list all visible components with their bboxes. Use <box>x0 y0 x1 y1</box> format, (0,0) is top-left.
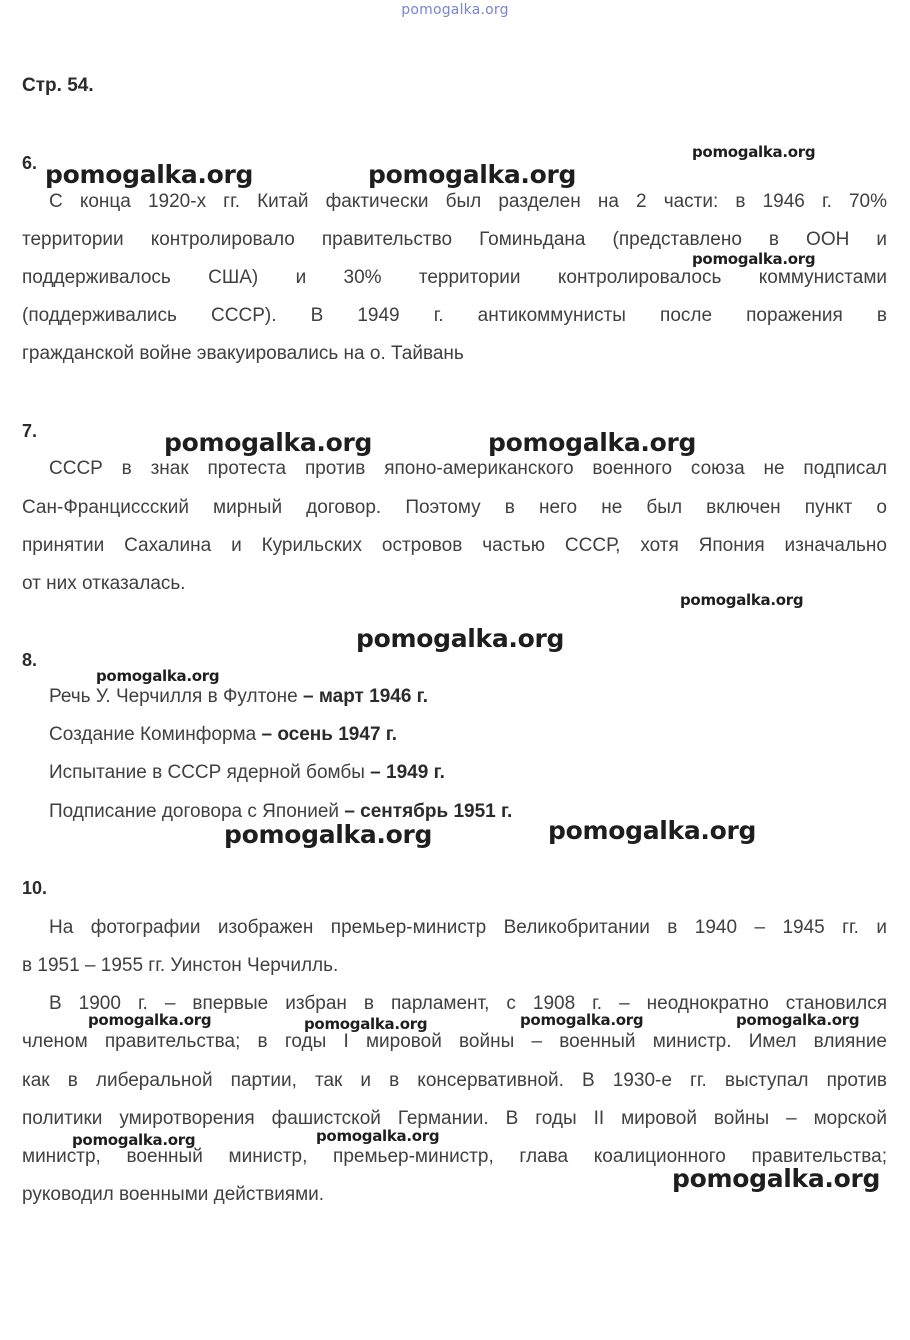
event-date: 1949 г. <box>386 762 445 783</box>
watermark: pomogalka.org <box>316 1127 440 1145</box>
section-10-line-7: министр, военный министр, премьер-министр, глава коалиционного правительства; <box>22 1146 887 1167</box>
event-text: Создание Коминформа <box>49 724 257 745</box>
section-10-line-1: На фотографии изображен премьер-министр Великобритании в 1940 – 1945 гг. и <box>49 917 887 938</box>
section-7-line-1: СССР в знак протеста против японо-американского военного союза не подписал <box>49 458 887 479</box>
section-7-line-4: от них отказалась. <box>22 573 186 594</box>
event-text: Подписание договора с Японией <box>49 801 340 822</box>
watermark: pomogalka.org <box>692 250 816 268</box>
event-date: сентябрь 1951 г. <box>360 801 513 822</box>
event-date: март 1946 г. <box>318 686 428 707</box>
event-separator: – <box>339 801 361 822</box>
event-text: Речь У. Черчилля в Фултоне <box>49 686 298 707</box>
event-date: осень 1947 г. <box>277 724 398 745</box>
event-separator: – <box>364 762 387 783</box>
section-10-number: 10. <box>22 878 48 898</box>
section-6-line-1: С конца 1920-х гг. Китай фактически был разделен на 2 части: в 1946 г. 70% <box>49 191 887 212</box>
section-10-line-5: как в либеральной партии, так и в консервативной. В 1930-е гг. выступал против <box>22 1070 887 1091</box>
watermark: pomogalka.org <box>736 1011 860 1029</box>
watermark: pomogalka.org <box>72 1131 196 1149</box>
watermark: pomogalka.org <box>672 1164 881 1193</box>
section-6-number: 6. <box>22 153 38 173</box>
watermark: pomogalka.org <box>368 160 577 189</box>
watermark: pomogalka.org <box>304 1015 428 1033</box>
watermark: pomogalka.org <box>520 1011 644 1029</box>
watermark: pomogalka.org <box>548 816 757 845</box>
section-7-line-2: Сан-Франциcсский мирный договор. Поэтому в него не был включен пункт о <box>22 497 887 518</box>
section-7-line-3: принятии Сахалина и Курильских островов частью СССР, хотя Япония изначально <box>22 535 887 556</box>
watermark: pomogalka.org <box>88 1011 212 1029</box>
watermark: pomogalka.org <box>356 624 565 653</box>
watermark: pomogalka.org <box>692 143 816 161</box>
section-10-line-2: в 1951 – 1955 гг. Уинстон Черчилль. <box>22 955 339 976</box>
event-item <box>49 686 428 708</box>
event-separator: – <box>256 724 278 745</box>
section-10-line-4: членом правительства; в годы I мировой войны – военный министр. Имел влияние <box>22 1031 887 1052</box>
event-item <box>49 724 397 746</box>
watermark: pomogalka.org <box>96 667 220 685</box>
watermark: pomogalka.org <box>224 820 433 849</box>
watermark: pomogalka.org <box>680 591 804 609</box>
section-6-line-3: поддерживалось США) и 30% территории контролировалось коммунистами <box>22 267 887 288</box>
section-6-line-5: гражданской войне эвакуировались на о. Тайвань <box>22 343 464 364</box>
watermark: pomogalka.org <box>45 160 254 189</box>
section-6-line-4: (поддерживались СССР). В 1949 г. антикоммунисты после поражения в <box>22 305 887 326</box>
watermark: pomogalka.org <box>164 428 373 457</box>
section-7-number: 7. <box>22 421 38 441</box>
section-8-number: 8. <box>22 650 38 670</box>
section-6-line-2: территории контролировало правительство Гоминьдана (представлено в ООН и <box>22 229 887 250</box>
event-separator: – <box>297 686 319 707</box>
section-10-line-3: В 1900 г. – впервые избран в парламент, с 1908 г. – неоднократно становился <box>49 993 887 1014</box>
section-10-line-8: руководил военными действиями. <box>22 1184 325 1205</box>
section-10-line-6: политики умиротворения фашистской Германии. В годы II мировой войны – морской <box>22 1108 887 1129</box>
page-reference: Стр. 54. <box>22 75 94 96</box>
site-header: pomogalka.org <box>401 2 509 18</box>
watermark: pomogalka.org <box>488 428 697 457</box>
event-item <box>49 762 445 784</box>
event-text: Испытание в СССР ядерной бомбы <box>49 762 365 783</box>
